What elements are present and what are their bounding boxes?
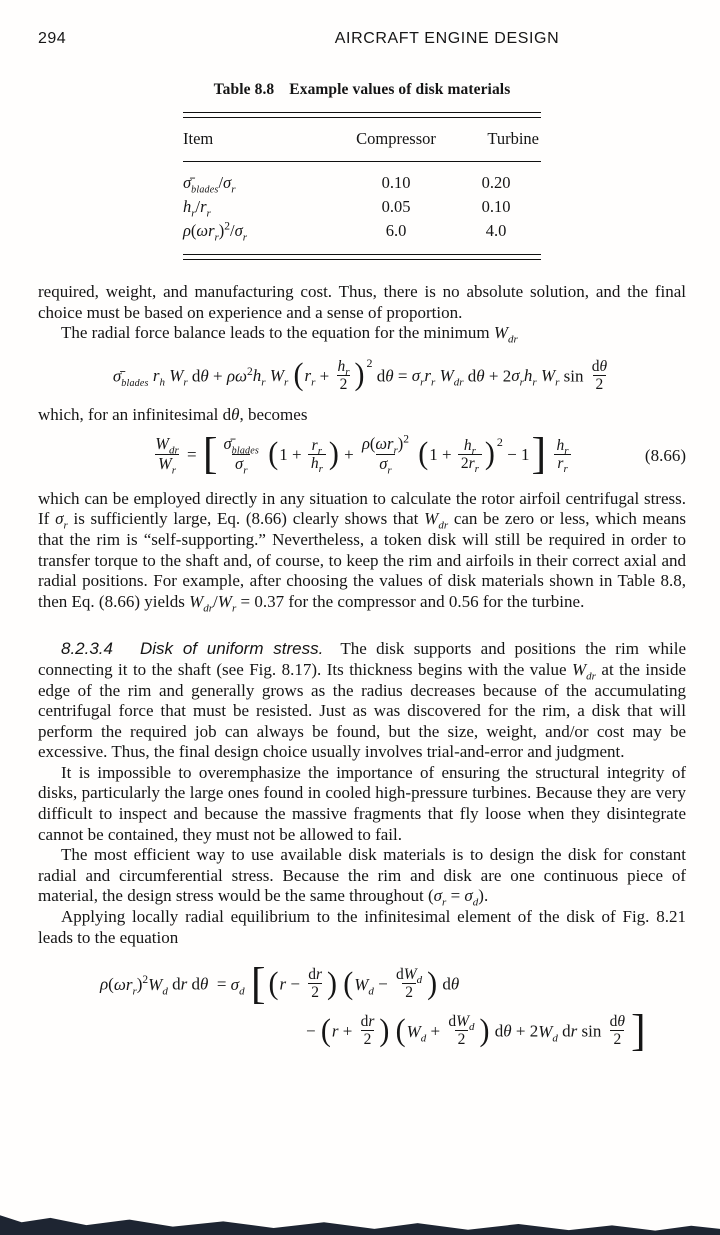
table-cell-compressor: 6.0 [385,221,407,240]
table-header-compressor: Compressor [356,129,436,148]
paragraph-integrity: It is impossible to overemphasize the importance of ensuring the structural integrity of disks, particularly the large ones found in cooled high-pressure turbines. Because they are very difficult to inspect and because the massive fragments that fly loose when they disintegrate cannot be contained, they must not be allowed to fail. [38,762,686,844]
paragraph-which-becomes: which, for an infinitesimal dθ, becomes [38,404,308,424]
table-header-item: Item [183,129,214,148]
table-cell-compressor: 0.05 [381,197,411,216]
running-header [38,30,686,48]
equation-disk-equilibrium [38,958,686,1055]
table-row [183,195,541,219]
table-cell-item: $\rho(\omega r_r)^2/\sigma_r$ [183,220,248,244]
table-cell-turbine: 0.10 [481,197,511,216]
section-body-text: The disk supports and positions the rim while connecting it to the shaft (see Fig. 8.17). Its thickness begins with the value $W_{dr}$ at the inside edge of the rim and generally grows as the radius decreases because of the accumulating centrifugal force that must be resisted. Just as was discovered for the rim, a disk that will perform the required job can always be found, but the size, weight, and/or cost may be excessive. Thus, the final design choice usually involves trial-and-error and judgment. [38,639,686,762]
table-rule-bottom [183,254,541,260]
paragraph-continuation: required, weight, and manufacturing cost. Thus, there is no absolute solution, and the final choice must be based on experience and a sense of proportion. [38,282,686,322]
paragraph-applying: Applying locally radial equilibrium to the infinitesimal element of the disk of Fig. 8.21 leads to the equation [38,907,686,947]
paragraph-efficient: The most efficient way to use available disk materials is to design the disk for constant radial and circumferential stress. Because the rim and disk are one continuous piece of material, the design stress would be the same throughout $(\sigma_r = \sigma_d)$. [38,845,686,909]
table-cell-item: $h_r/r_r$ [183,197,211,220]
equation-866-number: (8.66) [644,446,686,466]
running-head-title: AIRCRAFT ENGINE DESIGN [334,30,560,47]
table-caption-text: Example values of disk materials [289,81,511,98]
table-row [183,219,541,243]
table-caption [38,81,686,99]
table-cell-turbine: 0.20 [481,173,511,192]
equation-rim-balance: $\sigmā_{blades}$ $r_h$ $W_r$ $d\theta + \rho\omega^2h_r$ $W_r$ ($r_r$ + $\frac{h_r}{2}$ ) 2 $d\theta = \sigma_rr_r$ $W_{dr}$ $d\theta + 2\sigma_rh_r$ $W_r$ sin $\frac{d\theta}{2}$ [112,356,608,393]
page-number: 294 [38,30,67,47]
table-body [183,162,541,254]
section-8-2-3-4 [38,639,686,763]
table-cell-turbine: 4.0 [485,221,507,240]
paragraph-employed: which can be employed directly in any situation to calculate the rotor airfoil centrifugal stress. If $\sigma_r$ is sufficiently large, Eq. (8.66) clearly shows that $W_{dr}$ can be zero or less, which means that the rim is “self-supporting.” Nevertheless, a token disk will still be required in order to transfer torque to the shaft and, of course, to keep the rim and airfoils in their correct axial and radial positions. For example, after choosing the values of disk materials shown in Table 8.8, then Eq. (8.66) yields $W_{dr}/W_r = 0.37$ for the compressor and 0.56 for the turbine. [38,488,686,615]
equation-866 [38,429,686,479]
equation-disk-line-1: $\rho(\omega r_r)^2W_d$ dr dθ = $\sigma_d$ [ (r − $\frac{dr}{2}$ ) ($W_d$ − $\frac{dW_d}{2}$ ) dθ [100,958,460,1008]
disk-materials-table [183,112,541,260]
section-title: Disk of uniform stress. [140,639,324,659]
table-header-row [183,118,541,161]
table-caption-label: Table 8.8 [213,81,275,98]
paragraph-radial-force: The radial force balance leads to the equation for the minimum $W_{dr}$ [61,323,518,346]
section-number: 8.2.3.4 [61,639,113,659]
equation-disk-line-2: − (r + $\frac{dr}{2}$ ) ($W_d$ + $\frac{dW_d}{2}$ ) $d\theta + 2W_d$ dr sin $\frac{d\theta}{2}$ ] [306,1005,646,1055]
table-row [183,171,541,195]
table-header-turbine: Turbine [487,129,539,148]
table-cell-compressor: 0.10 [381,173,411,192]
table-cell-item: $\sigmā_{blades}/\sigma_r$ [183,173,236,196]
scan-artifact-band [0,1213,720,1235]
equation-866-body: $\frac{W_{dr}}{W_r}$ = [ $\frac{\sigmā_{blades}}{\sigma_r}$ (1 + $\frac{r_r}{h_r}$ ) + $\frac{\rho(\omega r_r)^2}{\sigma_r}$ (1 + $\frac{h_r}{2r_r}$ ) 2 − 1] $\frac{h_r}{r_r}$ [151,445,572,464]
